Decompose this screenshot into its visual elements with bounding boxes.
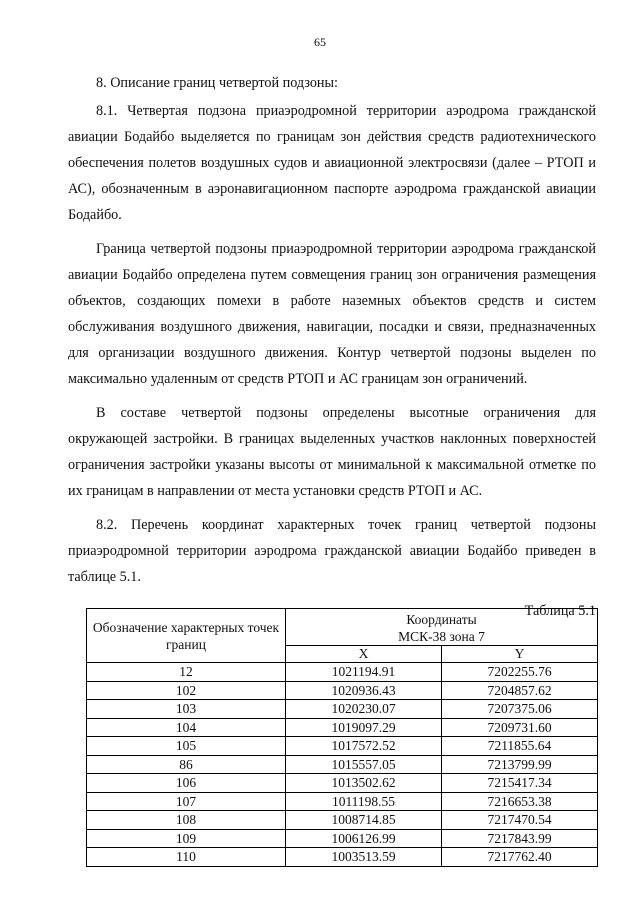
x-cell: 1020230.07 [286, 700, 442, 719]
paragraph-boundary: Граница четвертой подзоны приаэродромной территории аэродрома гражданской авиации Бодайбо определена путем совмещения границ зон ограничения размещения объектов, создающих помехи в работе наземных объектов средств и систем обслуживания воздушного движения, навигации, посадки и связи, предназначенных для организации воздушного движения. Контур четвертой подзоны выделен по максимально удаленным от средств РТОП и АС границам зон ограничений. [68, 241, 596, 387]
document-body [68, 70, 596, 630]
point-cell: 12 [87, 663, 286, 682]
y-cell: 7207375.06 [442, 700, 598, 719]
table-row [87, 663, 598, 682]
coordinates-table [86, 608, 598, 867]
header-point: Обозначение характерных точек границ [87, 609, 286, 663]
point-cell: 110 [87, 848, 286, 867]
table-caption: Таблица 5.1 [524, 603, 596, 619]
point-cell: 105 [87, 737, 286, 756]
y-cell: 7213799.99 [442, 755, 598, 774]
y-cell: 7217762.40 [442, 848, 598, 867]
x-cell: 1021194.91 [286, 663, 442, 682]
header-coordinates [286, 609, 598, 646]
header-x: X [286, 646, 442, 663]
table-row [87, 737, 598, 756]
y-cell: 7217843.99 [442, 829, 598, 848]
y-cell: 7215417.34 [442, 774, 598, 793]
header-y: Y [442, 646, 598, 663]
table-row [87, 792, 598, 811]
point-cell: 103 [87, 700, 286, 719]
y-cell: 7211855.64 [442, 737, 598, 756]
header-coordinates-title: Координаты [406, 612, 477, 627]
point-cell: 104 [87, 718, 286, 737]
table-row [87, 774, 598, 793]
page-number: 65 [314, 35, 326, 49]
y-cell: 7209731.60 [442, 718, 598, 737]
paragraph-8-1: 8.1. Четвертая подзона приаэродромной территории аэродрома гражданской авиации Бодайбо выделяется по границам зон действия средств радиотехнического обеспечения полетов воздушных судов и авиационной электросвязи (далее – РТОП и АС), обозначенным в аэронавигационном паспорте аэродрома гражданской авиации Бодайбо. [68, 103, 596, 223]
x-cell: 1003513.59 [286, 848, 442, 867]
table-row [87, 718, 598, 737]
table-row [87, 829, 598, 848]
table-row [87, 700, 598, 719]
x-cell: 1015557.05 [286, 755, 442, 774]
point-cell: 107 [87, 792, 286, 811]
y-cell: 7204857.62 [442, 681, 598, 700]
point-cell: 102 [87, 681, 286, 700]
x-cell: 1013502.62 [286, 774, 442, 793]
x-cell: 1006126.99 [286, 829, 442, 848]
y-cell: 7216653.38 [442, 792, 598, 811]
point-cell: 86 [87, 755, 286, 774]
section-title: 8. Описание границ четвертой подзоны: [96, 75, 338, 91]
table-row [87, 755, 598, 774]
x-cell: 1020936.43 [286, 681, 442, 700]
point-cell: 106 [87, 774, 286, 793]
paragraph-8-2: 8.2. Перечень координат характерных точек границ четвертой подзоны приаэродромной территории аэродрома гражданской авиации Бодайбо приведен в таблице 5.1. [68, 517, 596, 585]
y-cell: 7202255.76 [442, 663, 598, 682]
x-cell: 1019097.29 [286, 718, 442, 737]
point-cell: 109 [87, 829, 286, 848]
x-cell: 1017572.52 [286, 737, 442, 756]
table-row [87, 848, 598, 867]
x-cell: 1008714.85 [286, 811, 442, 830]
table-row [87, 811, 598, 830]
paragraph-height-limits: В составе четвертой подзоны определены высотные ограничения для окружающей застройки. В границах выделенных участков наклонных поверхностей ограничения застройки указаны высоты от минимальной к максимальной отметке по их границам в направлении от места установки средств РТОП и АС. [68, 405, 596, 499]
table-row [87, 681, 598, 700]
header-coordinates-system: МСК-38 зона 7 [398, 629, 485, 644]
y-cell: 7217470.54 [442, 811, 598, 830]
point-cell: 108 [87, 811, 286, 830]
x-cell: 1011198.55 [286, 792, 442, 811]
